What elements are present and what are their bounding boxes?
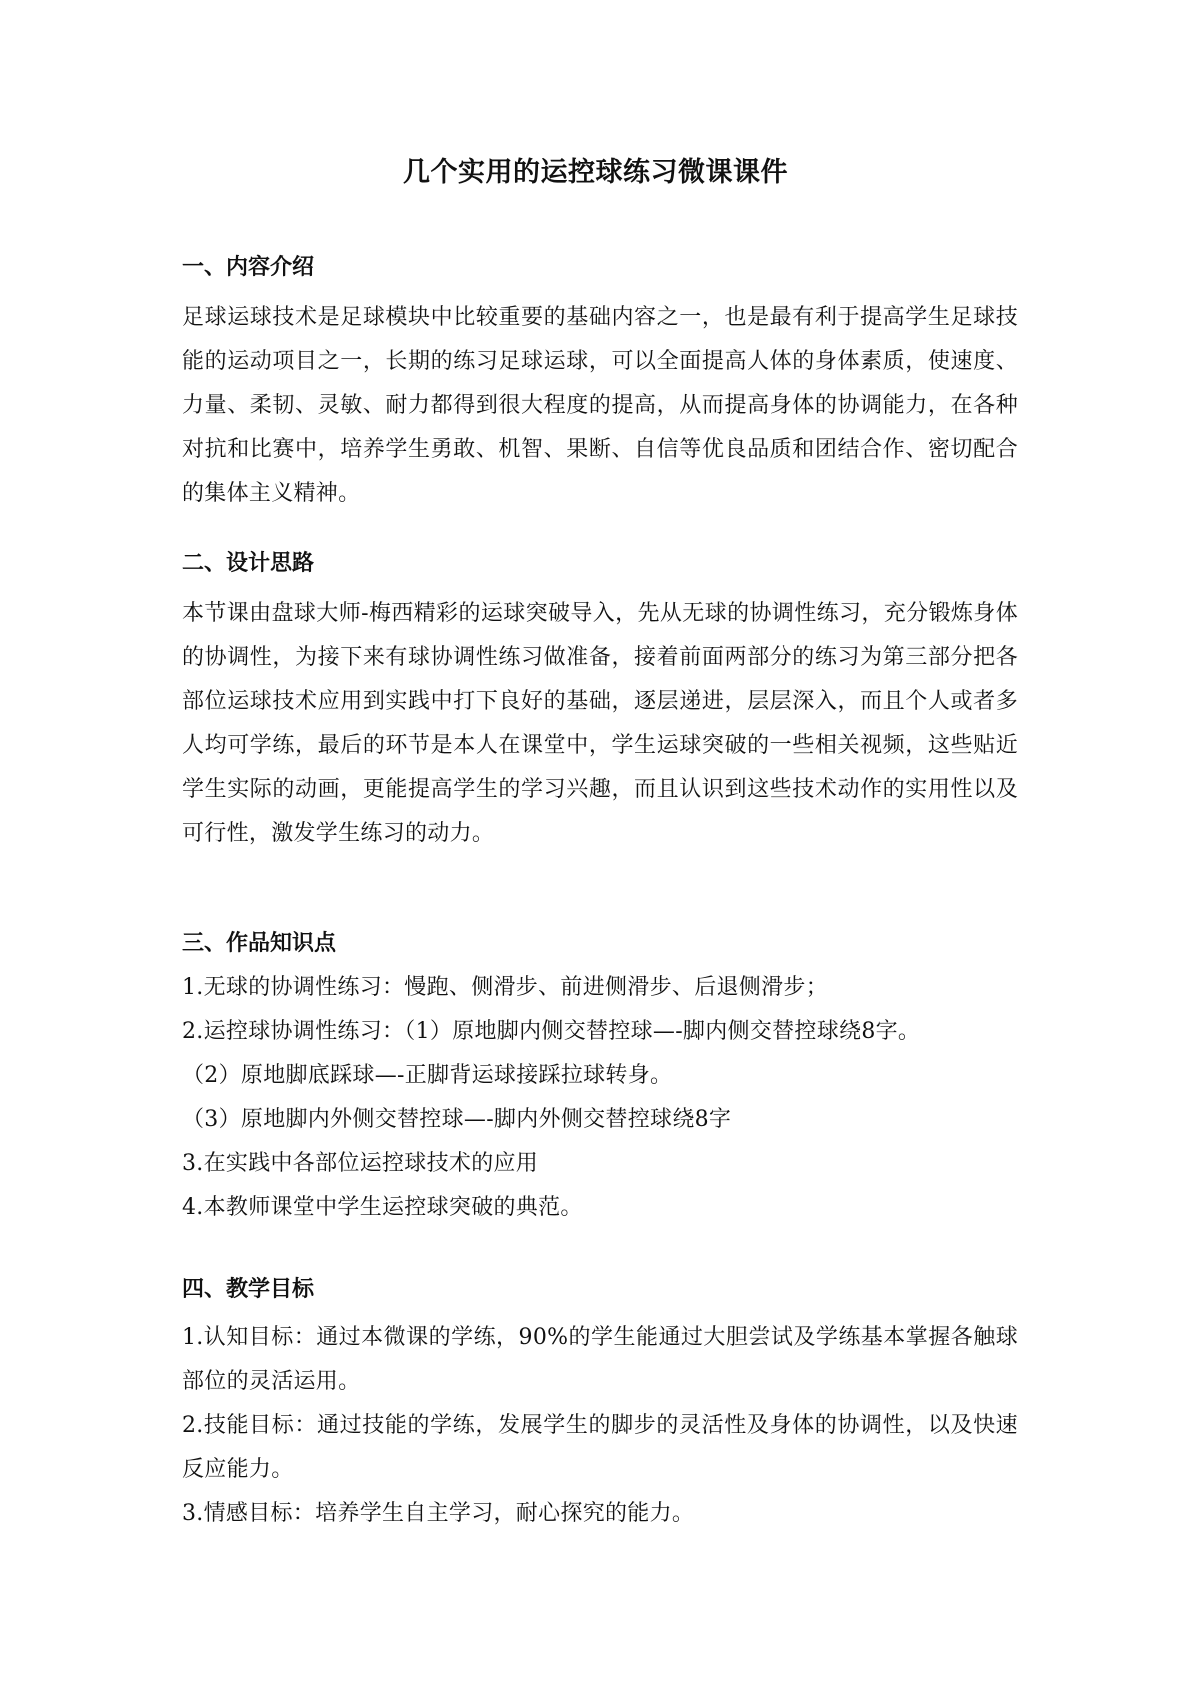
section-paragraph: 本节课由盘球大师-梅西精彩的运球突破导入，先从无球的协调性练习，充分锻炼身体的协调性，为接下来有球协调性练习做准备，接着前面两部分的练习为第三部分把各部位运球技术应用到实践中打下良好的基础，逐层递进，层层深入，而且个人或者多人均可学练，最后的环节是本人在课堂中，学生运球突破的一些相关视频，这些贴近学生实际的动画，更能提高学生的学习兴趣，而且认识到这些技术动作的实用性以及可行性，激发学生练习的动力。	[182, 601, 1018, 846]
section-heading: 四、教学目标	[182, 1277, 315, 1302]
section-paragraph: 足球运球技术是足球模块中比较重要的基础内容之一，也是最有利于提高学生足球技能的运动项目之一，长期的练习足球运球，可以全面提高人体的身体素质，使速度、力量、柔韧、灵敏、耐力都得到很大程度的提高，从而提高身体的协调能力，在各种对抗和比赛中，培养学生勇敢、机智、果断、自信等优良品质和团结合作、密切配合的集体主义精神。	[182, 305, 1018, 506]
section-design	[182, 542, 1018, 856]
list-item: 2.技能目标：通过技能的学练，发展学生的脚步的灵活性及身体的协调性，以及快速反应能力。	[182, 1413, 1018, 1482]
section-heading: 一、内容介绍	[182, 255, 315, 280]
list-item: 3.情感目标：培养学生自主学习，耐心探究的能力。	[182, 1501, 695, 1526]
section-heading: 三、作品知识点	[182, 931, 337, 956]
list-item: （2）原地脚底踩球—-正脚背运球接踩拉球转身。	[182, 1063, 673, 1088]
section-intro	[182, 246, 1018, 516]
section-goals	[182, 1268, 1018, 1536]
section-knowledge	[182, 922, 1018, 1230]
list-item: （3）原地脚内外侧交替控球—-脚内外侧交替控球绕8字	[182, 1107, 732, 1132]
document-title: 几个实用的运控球练习微课课件	[403, 157, 788, 188]
list-item: 3.在实践中各部位运控球技术的应用	[182, 1151, 539, 1176]
list-item: 1.无球的协调性练习：慢跑、侧滑步、前进侧滑步、后退侧滑步；	[182, 975, 828, 1000]
list-item: 1.认知目标：通过本微课的学练，90%的学生能通过大胆尝试及学练基本掌握各触球部位的灵活运用。	[182, 1325, 1018, 1394]
list-item: 2.运控球协调性练习：（1）原地脚内侧交替控球—-脚内侧交替控球绕8字。	[182, 1019, 921, 1044]
section-heading: 二、设计思路	[182, 551, 315, 576]
list-item: 4.本教师课堂中学生运控球突破的典范。	[182, 1195, 583, 1220]
